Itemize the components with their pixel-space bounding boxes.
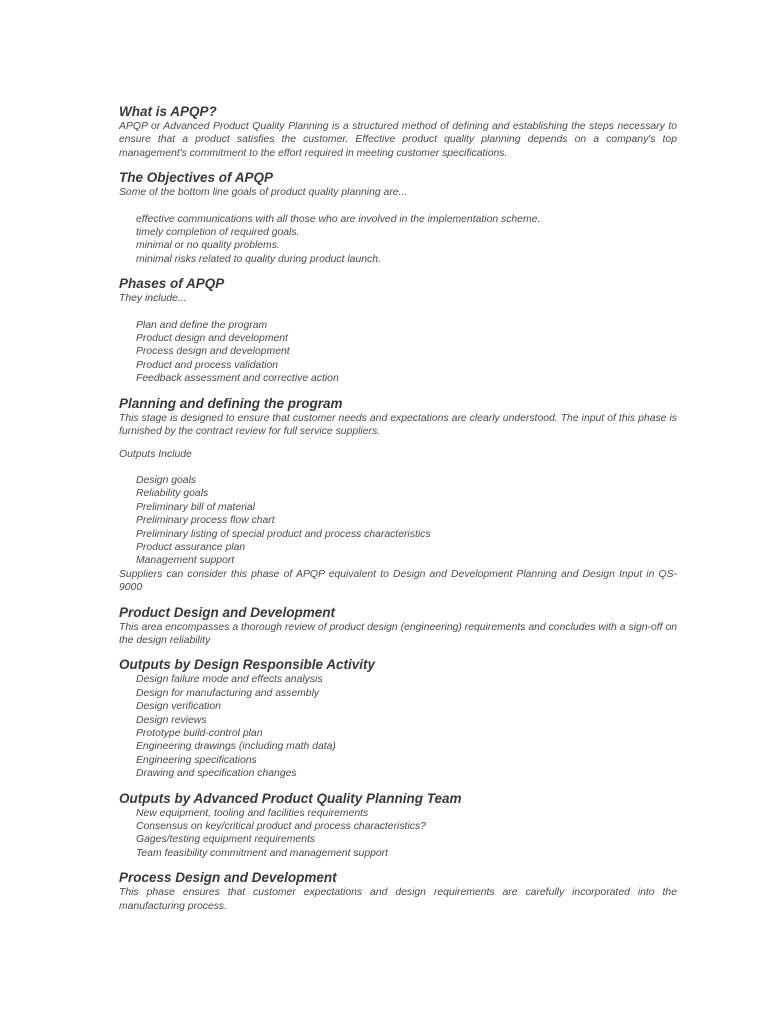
section-paragraph: This phase ensures that customer expectations and design requirements are carefully incorporated into the manufacturing process.: [119, 887, 677, 912]
section-outputs-team: [119, 791, 677, 861]
section-paragraph: This area encompasses a thorough review of product design (engineering) requirements and concludes with a sign-off on the design reliability: [119, 621, 677, 646]
list-item: Engineering drawings (including math data): [136, 741, 336, 753]
list-item: minimal risks related to quality during product launch.: [136, 253, 381, 265]
section-paragraph: APQP or Advanced Product Quality Planning is a structured method of defining and establishing the steps necessary to ensure that a product satisfies the customer. Effective product quality planning depends on a company's top management's commitment to the effort required in meeting customer specifications.: [119, 121, 677, 159]
section-heading: What is APQP?: [119, 104, 217, 119]
section-heading: Outputs by Design Responsible Activity: [119, 657, 376, 673]
list-item: Prototype build-control plan: [136, 728, 263, 739]
list-item: Design verification: [136, 701, 221, 713]
design-outputs-list: [119, 673, 677, 780]
section-outputs-design: [119, 657, 677, 780]
list-item: Product assurance plan: [136, 541, 246, 553]
list-item: Process design and development: [136, 346, 290, 358]
list-item: Reliability goals: [136, 488, 209, 500]
section-heading: Phases of APQP: [119, 276, 225, 292]
list-item: Team feasibility commitment and management support: [136, 847, 388, 859]
section-heading: Product Design and Development: [119, 604, 336, 620]
list-item: Design failure mode and effects analysis: [136, 674, 323, 686]
section-intro: They include...: [119, 293, 187, 305]
list-item: Product design and development: [136, 333, 288, 345]
list-item: Feedback assessment and corrective action: [136, 373, 339, 385]
section-objectives: [119, 170, 677, 266]
list-item: minimal or no quality problems.: [136, 240, 280, 252]
list-item: Consensus on key/critical product and process characteristics?: [136, 821, 426, 833]
list-item: effective communications with all those who are involved in the implementation scheme.: [136, 213, 541, 225]
list-item: Management support: [136, 555, 235, 567]
list-item: Design reviews: [136, 714, 207, 726]
planning-outputs-list: [119, 474, 677, 568]
section-note: Suppliers can consider this phase of APQP equivalent to Design and Development Planning and Design Input in QS-9000: [119, 568, 677, 594]
section-heading: Process Design and Development: [119, 870, 337, 886]
list-item: Engineering specifications: [136, 754, 257, 766]
section-planning: [119, 396, 677, 595]
list-item: Design for manufacturing and assembly: [136, 687, 320, 699]
phases-list: [119, 319, 677, 386]
list-item: timely completion of required goals.: [136, 227, 300, 239]
section-heading: The Objectives of APQP: [119, 170, 274, 186]
list-item: Plan and define the program: [136, 319, 268, 331]
section-heading: Planning and defining the program: [119, 395, 343, 411]
list-item: Preliminary listing of special product and process characteristics: [136, 528, 431, 540]
outputs-label: Outputs Include: [119, 448, 192, 460]
list-item: Product and process validation: [136, 359, 279, 371]
team-outputs-list: [119, 807, 677, 861]
section-paragraph: This stage is designed to ensure that customer needs and expectations are clearly understood. The input of this phase is furnished by the contract review for full service suppliers.: [119, 412, 677, 438]
objectives-list: [119, 213, 677, 267]
list-item: Gages/testing equipment requirements: [136, 834, 316, 846]
document-page: [119, 104, 677, 913]
list-item: Preliminary process flow chart: [136, 515, 275, 527]
list-item: Design goals: [136, 474, 197, 486]
section-product-design: [119, 605, 677, 648]
list-item: New equipment, tooling and facilities requirements: [136, 807, 369, 819]
section-process-design: [119, 870, 677, 913]
section-phases: [119, 276, 677, 385]
section-heading: Outputs by Advanced Product Quality Planning Team: [119, 790, 462, 806]
list-item: Preliminary bill of material: [136, 501, 255, 513]
section-what-is-apqp: [119, 104, 677, 160]
section-intro: Some of the bottom line goals of product quality planning are...: [119, 187, 408, 199]
list-item: Drawing and specification changes: [136, 768, 297, 780]
